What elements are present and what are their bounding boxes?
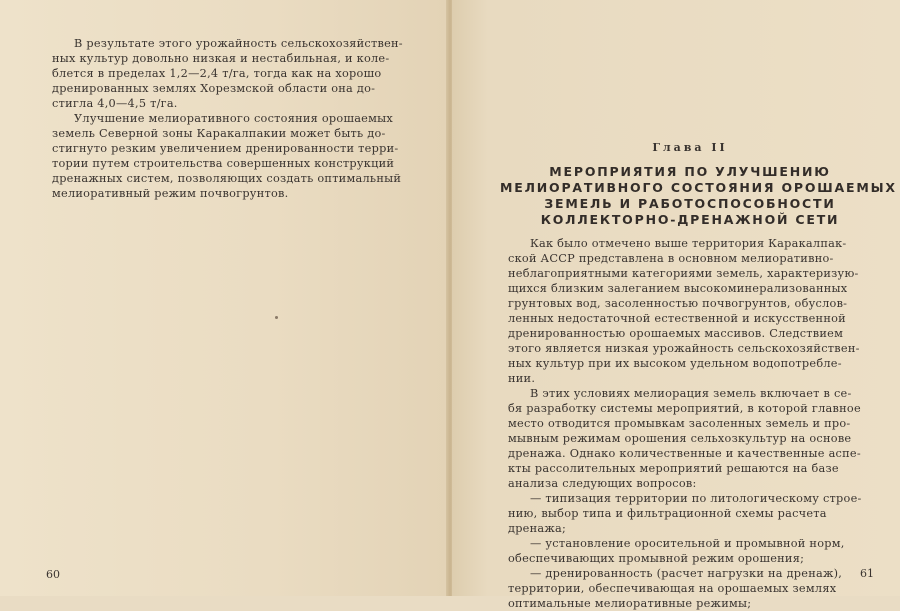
text-line: мелиоративный режим почвогрунтов.: [52, 187, 289, 200]
chapter-label: Глава II: [652, 141, 728, 154]
text-line: земель Северной зоны Каракалпакии может быть до-: [52, 127, 386, 140]
text-line: дренажа;: [508, 522, 567, 535]
text-line: стигнуто резким увеличением дренированности терри-: [52, 142, 399, 155]
text-line: дренажа. Однако количественные и качественные аспе-: [508, 447, 861, 460]
text-line: место отводится промывкам засоленных земель и про-: [508, 417, 851, 430]
text-line: ных культур довольно низкая и нестабильная, и коле-: [52, 52, 390, 65]
text-line: тории путем строительства совершенных конструкций: [52, 157, 395, 170]
text-line: В результате этого урожайность сельскохозяйствен-: [74, 37, 403, 50]
text-line: кты рассолительных мероприятий решаются на базе: [508, 462, 839, 475]
text-line: мывным режимам орошения сельхозкультур на основе: [508, 432, 852, 445]
heading-line: МЕЛИОРАТИВНОГО СОСТОЯНИЯ ОРОШАЕМЫХ: [500, 180, 897, 195]
text-line: Улучшение мелиоративного состояния орошаемых: [74, 112, 394, 125]
right-paragraph-2: [508, 386, 878, 491]
text-line: — типизация территории по литологическому строе-: [530, 492, 862, 505]
right-list-item-3: [508, 566, 878, 611]
text-line: стигла 4,0—4,5 т/га.: [52, 97, 178, 110]
text-line: нии.: [508, 372, 536, 385]
page-number-right: 61: [860, 567, 874, 580]
heading-line: КОЛЛЕКТОРНО-ДРЕНАЖНОЙ СЕТИ: [540, 212, 840, 227]
text-line: блется в пределах 1,2—2,4 т/га, тогда как на хорошо: [52, 67, 382, 80]
heading-line: МЕРОПРИЯТИЯ ПО УЛУЧШЕНИЮ: [549, 164, 831, 179]
right-list-item-1: [508, 491, 878, 536]
left-paragraph-2: [52, 111, 402, 201]
text-line: щихся близким залеганием высокоминерализованных: [508, 282, 848, 295]
text-line: В этих условиях мелиорация земель включает в се-: [530, 387, 852, 400]
text-line: неблагоприятными категориями земель, характеризую-: [508, 267, 859, 280]
text-line: ных культур при их высоком удельном водопотребле-: [508, 357, 842, 370]
text-line: дренированностью орошаемых массивов. Следствием: [508, 327, 844, 340]
page-number-left: 60: [46, 568, 60, 581]
right-paragraph-1: [508, 236, 878, 386]
text-line: территории, обеспечивающая на орошаемых землях: [508, 582, 837, 595]
heading-line: ЗЕМЕЛЬ И РАБОТОСПОСОБНОСТИ: [544, 196, 836, 211]
left-paragraph-1: [52, 36, 402, 111]
text-line: анализа следующих вопросов:: [508, 477, 697, 490]
text-line: оптимальные мелиоративные режимы;: [508, 597, 752, 610]
text-line: ленных недостаточной естественной и искусственной: [508, 312, 846, 325]
left-page-text: [52, 36, 402, 201]
text-line: грунтовых вод, засоленностью почвогрунтов, обуслов-: [508, 297, 848, 310]
text-line: дренированных землях Хорезмской области она до-: [52, 82, 376, 95]
text-line: — установление оросительной и промывной норм,: [530, 537, 845, 550]
text-line: обеспечивающих промывной режим орошения;: [508, 552, 805, 565]
text-line: этого является низкая урожайность сельскохозяйствен-: [508, 342, 860, 355]
text-line: ской АССР представлена в основном мелиоративно-: [508, 252, 834, 265]
text-line: — дренированность (расчет нагрузки на дренаж),: [530, 567, 843, 580]
right-page-text: [508, 236, 878, 611]
chapter-heading: [500, 164, 897, 228]
text-line: дренажных систем, позволяющих создать оптимальный: [52, 172, 402, 185]
text-line: бя разработку системы мероприятий, в которой главное: [508, 402, 861, 415]
text-line: нию, выбор типа и фильтрационной схемы расчета: [508, 507, 827, 520]
right-list-item-2: [508, 536, 878, 566]
page-speck: [275, 316, 278, 319]
text-line: Как было отмечено выше территория Каракалпак-: [530, 237, 847, 250]
